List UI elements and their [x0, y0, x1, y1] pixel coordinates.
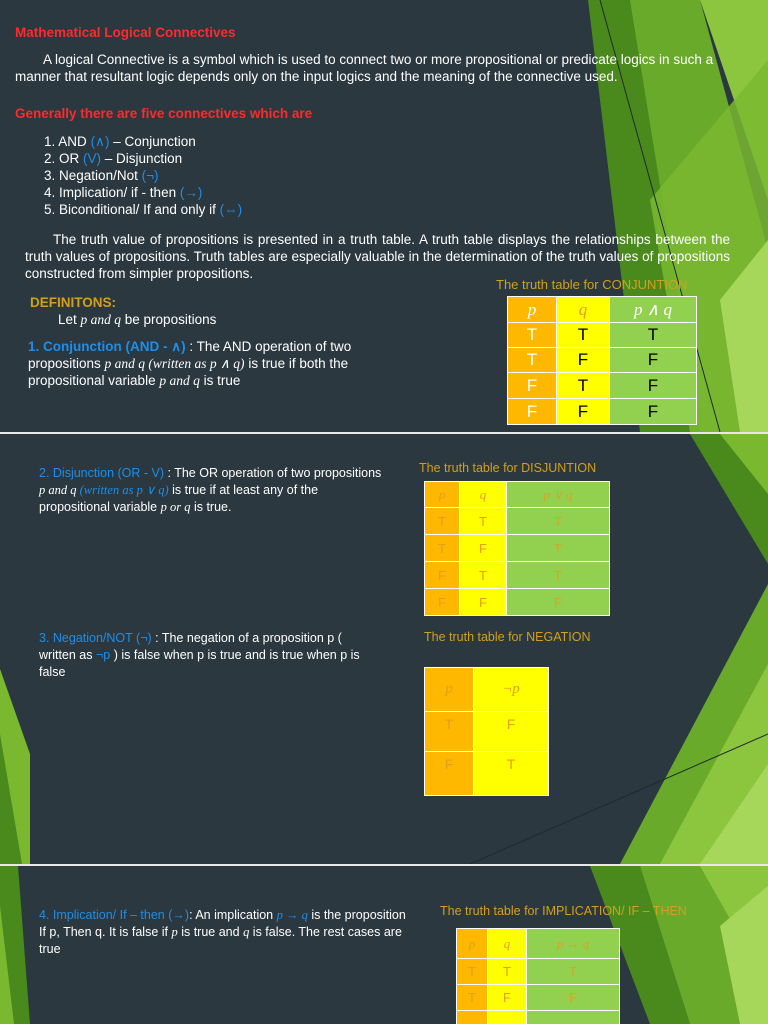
table-row: T F T [425, 535, 610, 562]
table-row: F T T [425, 562, 610, 589]
table-header: p [457, 929, 488, 959]
implication-table-caption: The truth table for IMPLICATION/ IF – THEN [440, 904, 687, 918]
list-item: 5. Biconditional/ If and only if (⇔) [44, 202, 243, 217]
negation-definition: 3. Negation/NOT (¬) : The negation of a proposition p ( written as ¬p ) is false when p is true and is true when p is false [39, 631, 360, 679]
page-title: Mathematical Logical Connectives [15, 25, 236, 40]
negation-table-caption: The truth table for NEGATION [424, 630, 591, 644]
list-item: 2. OR (V) – Disjunction [44, 151, 183, 166]
table-row: T F F [508, 348, 697, 373]
list-item: 3. Negation/Not (¬) [44, 168, 159, 183]
implication-truth-table [456, 928, 620, 1024]
truth-table-paragraph: The truth value of propositions is presented in a truth table. A truth table displays the relationships between the truth values of propositions. Truth tables are especially valuable in the determination of the truth values of propositions constructed from simpler propositions. [25, 232, 730, 281]
list-item: 1. AND (∧) – Conjunction [44, 134, 196, 149]
table-header: p ∨ q [507, 482, 610, 508]
table-header: p [425, 668, 474, 712]
table-row: F T F [508, 373, 697, 399]
table-row: T F [425, 712, 549, 752]
list-item: 4. Implication/ if - then (→) [44, 185, 203, 200]
definitions-heading: DEFINITONS: [30, 295, 117, 310]
table-header: p → q [527, 929, 620, 959]
table-header: q [460, 482, 507, 508]
table-header: p ∧ q [610, 297, 697, 323]
table-row: T T T [425, 508, 610, 535]
conjunction-definition: 1. Conjunction (AND - ∧) : The AND operation of two propositions p and q (written as p ∧ q) is true if both the propositional variable p and q is true [28, 339, 352, 388]
table-row: T T T [508, 323, 697, 348]
table-row [457, 1011, 620, 1024]
table-row: T F F [457, 985, 620, 1011]
negation-truth-table [424, 667, 549, 796]
slide-disjunction-negation [0, 434, 768, 864]
table-header: p [508, 297, 557, 323]
table-header: p [425, 482, 460, 508]
table-header: ¬p [474, 668, 549, 712]
table-header: q [557, 297, 610, 323]
slide-implication [0, 866, 768, 1024]
intro-paragraph: A logical Connective is a symbol which is used to connect two or more propositional or predicate logics in such a manner that resultant logic depends only on the input logics and the meaning of the connective used. [15, 52, 714, 84]
implication-definition: 4. Implication/ If – then (→): An implication p → q is the proposition If p, Then q. It is false if p is true and q is false. The rest cases are true [39, 908, 406, 956]
let-statement: Let p and q be propositions [58, 312, 217, 327]
connectives-subheading: Generally there are five connectives which are [15, 106, 313, 121]
table-row: F F F [508, 399, 697, 425]
connectives-list [44, 133, 242, 218]
table-row: T T T [457, 959, 620, 985]
slide-conjunction [0, 0, 768, 432]
disjunction-truth-table [424, 481, 610, 616]
disjunction-table-caption: The truth table for DISJUNTION [419, 461, 597, 475]
table-row: F F F [425, 589, 610, 616]
table-header: q [488, 929, 527, 959]
disjunction-definition: 2. Disjunction (OR - V) : The OR operation of two propositions p and q (written as p ∨ q) is true if at least any of the propositional variable p or q is true. [39, 466, 382, 514]
conjunction-truth-table [507, 296, 697, 425]
table-row: F T [425, 752, 549, 796]
conjunction-table-caption: The truth table for CONJUNTION [496, 277, 688, 292]
